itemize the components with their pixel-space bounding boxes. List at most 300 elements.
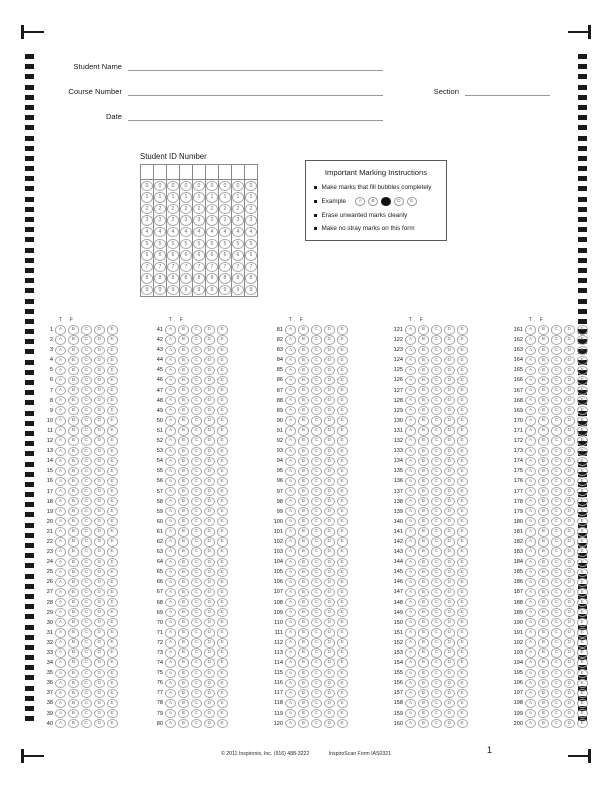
answer-bubble-a[interactable]: A — [285, 578, 296, 587]
answer-bubble-a[interactable]: A — [525, 477, 536, 486]
answer-bubble-a[interactable]: A — [405, 396, 416, 405]
answer-bubble-c[interactable]: C — [551, 628, 562, 637]
answer-bubble-c[interactable]: C — [81, 376, 92, 385]
answer-bubble-b[interactable]: B — [298, 457, 309, 466]
answer-bubble-d[interactable]: D — [324, 477, 335, 486]
answer-bubble-c[interactable]: C — [311, 467, 322, 476]
student-id-bubble[interactable]: 2 — [154, 204, 166, 214]
answer-bubble-b[interactable]: B — [538, 325, 549, 334]
answer-bubble-c[interactable]: C — [551, 608, 562, 617]
student-id-bubble[interactable]: 4 — [206, 227, 218, 237]
student-id-bubble[interactable]: 6 — [167, 250, 179, 260]
answer-bubble-d[interactable]: D — [564, 527, 575, 536]
answer-bubble-a[interactable]: A — [55, 447, 66, 456]
answer-bubble-a[interactable]: A — [525, 467, 536, 476]
answer-bubble-e[interactable]: E — [217, 658, 228, 667]
answer-bubble-d[interactable]: D — [94, 396, 105, 405]
student-id-write-in-cell[interactable] — [154, 165, 166, 180]
answer-bubble-c[interactable]: C — [191, 436, 202, 445]
answer-bubble-e[interactable]: E — [337, 558, 348, 567]
answer-bubble-d[interactable]: D — [324, 558, 335, 567]
answer-bubble-b[interactable]: B — [178, 588, 189, 597]
answer-bubble-d[interactable]: D — [324, 447, 335, 456]
answer-bubble-e[interactable]: E — [107, 719, 118, 728]
answer-bubble-d[interactable]: D — [204, 467, 215, 476]
student-id-bubble[interactable]: 2 — [219, 204, 231, 214]
answer-bubble-c[interactable]: C — [551, 436, 562, 445]
answer-bubble-a[interactable]: A — [165, 507, 176, 516]
student-id-bubble[interactable]: 9 — [232, 285, 244, 295]
answer-bubble-b[interactable]: B — [298, 709, 309, 718]
answer-bubble-e[interactable]: E — [337, 487, 348, 496]
answer-bubble-d[interactable]: D — [94, 426, 105, 435]
answer-bubble-d[interactable]: D — [444, 497, 455, 506]
answer-bubble-d[interactable]: D — [444, 386, 455, 395]
answer-bubble-b[interactable]: B — [298, 426, 309, 435]
answer-bubble-b[interactable]: B — [418, 507, 429, 516]
answer-bubble-e[interactable]: E — [577, 689, 588, 698]
answer-bubble-e[interactable]: E — [457, 578, 468, 587]
answer-bubble-e[interactable]: E — [217, 376, 228, 385]
answer-bubble-e[interactable]: E — [577, 396, 588, 405]
answer-bubble-a[interactable]: A — [405, 598, 416, 607]
answer-bubble-c[interactable]: C — [311, 648, 322, 657]
answer-bubble-b[interactable]: B — [178, 477, 189, 486]
answer-bubble-d[interactable]: D — [94, 487, 105, 496]
answer-bubble-b[interactable]: B — [298, 719, 309, 728]
answer-bubble-b[interactable]: B — [298, 406, 309, 415]
answer-bubble-e[interactable]: E — [577, 699, 588, 708]
answer-bubble-d[interactable]: D — [204, 558, 215, 567]
answer-bubble-e[interactable]: E — [457, 568, 468, 577]
answer-bubble-b[interactable]: B — [418, 648, 429, 657]
student-id-bubble[interactable]: 1 — [232, 192, 244, 202]
answer-bubble-c[interactable]: C — [311, 325, 322, 334]
answer-bubble-a[interactable]: A — [525, 689, 536, 698]
answer-bubble-b[interactable]: B — [538, 578, 549, 587]
answer-bubble-e[interactable]: E — [457, 467, 468, 476]
answer-bubble-b[interactable]: B — [68, 547, 79, 556]
answer-bubble-b[interactable]: B — [538, 457, 549, 466]
answer-bubble-b[interactable]: B — [178, 346, 189, 355]
answer-bubble-e[interactable]: E — [107, 436, 118, 445]
answer-bubble-e[interactable]: E — [457, 507, 468, 516]
answer-bubble-b[interactable]: B — [418, 386, 429, 395]
answer-bubble-e[interactable]: E — [337, 679, 348, 688]
student-id-bubble[interactable]: 1 — [180, 192, 192, 202]
answer-bubble-a[interactable]: A — [525, 487, 536, 496]
student-id-bubble[interactable]: 5 — [167, 239, 179, 249]
answer-bubble-c[interactable]: C — [551, 477, 562, 486]
answer-bubble-c[interactable]: C — [81, 406, 92, 415]
answer-bubble-e[interactable]: E — [457, 618, 468, 627]
answer-bubble-b[interactable]: B — [178, 497, 189, 506]
answer-bubble-b[interactable]: B — [538, 588, 549, 597]
answer-bubble-d[interactable]: D — [324, 547, 335, 556]
student-id-bubble[interactable]: 4 — [167, 227, 179, 237]
answer-bubble-c[interactable]: C — [431, 578, 442, 587]
answer-bubble-d[interactable]: D — [324, 376, 335, 385]
answer-bubble-b[interactable]: B — [538, 406, 549, 415]
student-id-bubble[interactable]: 3 — [167, 215, 179, 225]
answer-bubble-d[interactable]: D — [444, 467, 455, 476]
answer-bubble-e[interactable]: E — [457, 436, 468, 445]
answer-bubble-e[interactable]: E — [337, 497, 348, 506]
answer-bubble-c[interactable]: C — [551, 457, 562, 466]
answer-bubble-d[interactable]: D — [324, 426, 335, 435]
answer-bubble-c[interactable]: C — [191, 618, 202, 627]
answer-bubble-d[interactable]: D — [94, 447, 105, 456]
answer-bubble-e[interactable]: E — [457, 699, 468, 708]
answer-bubble-a[interactable]: A — [165, 618, 176, 627]
answer-bubble-b[interactable]: B — [68, 447, 79, 456]
answer-bubble-c[interactable]: C — [311, 709, 322, 718]
student-name-input[interactable] — [128, 60, 383, 71]
answer-bubble-c[interactable]: C — [431, 396, 442, 405]
answer-bubble-d[interactable]: D — [564, 578, 575, 587]
answer-bubble-e[interactable]: E — [457, 396, 468, 405]
answer-bubble-c[interactable]: C — [431, 426, 442, 435]
answer-bubble-e[interactable]: E — [107, 618, 118, 627]
answer-bubble-e[interactable]: E — [577, 719, 588, 728]
answer-bubble-a[interactable]: A — [165, 709, 176, 718]
answer-bubble-a[interactable]: A — [405, 578, 416, 587]
answer-bubble-e[interactable]: E — [217, 679, 228, 688]
answer-bubble-a[interactable]: A — [165, 648, 176, 657]
answer-bubble-a[interactable]: A — [165, 547, 176, 556]
answer-bubble-e[interactable]: E — [337, 648, 348, 657]
answer-bubble-a[interactable]: A — [55, 527, 66, 536]
answer-bubble-d[interactable]: D — [324, 497, 335, 506]
student-id-bubble[interactable]: 2 — [167, 204, 179, 214]
student-id-bubble[interactable]: 7 — [219, 262, 231, 272]
answer-bubble-d[interactable]: D — [564, 406, 575, 415]
student-id-bubble[interactable]: 5 — [206, 239, 218, 249]
answer-bubble-d[interactable]: D — [564, 709, 575, 718]
answer-bubble-d[interactable]: D — [564, 669, 575, 678]
answer-bubble-c[interactable]: C — [81, 658, 92, 667]
answer-bubble-c[interactable]: C — [191, 638, 202, 647]
answer-bubble-b[interactable]: B — [68, 406, 79, 415]
answer-bubble-b[interactable]: B — [418, 719, 429, 728]
answer-bubble-d[interactable]: D — [444, 648, 455, 657]
answer-bubble-e[interactable]: E — [107, 416, 118, 425]
student-id-grid[interactable] — [140, 164, 258, 297]
answer-bubble-d[interactable]: D — [204, 598, 215, 607]
answer-bubble-a[interactable]: A — [165, 497, 176, 506]
answer-bubble-b[interactable]: B — [68, 527, 79, 536]
answer-bubble-c[interactable]: C — [81, 457, 92, 466]
answer-bubble-b[interactable]: B — [298, 376, 309, 385]
answer-bubble-c[interactable]: C — [311, 578, 322, 587]
answer-bubble-e[interactable]: E — [457, 709, 468, 718]
answer-bubble-c[interactable]: C — [81, 366, 92, 375]
answer-bubble-e[interactable]: E — [457, 325, 468, 334]
answer-bubble-e[interactable]: E — [577, 679, 588, 688]
answer-bubble-d[interactable]: D — [444, 689, 455, 698]
answer-bubble-d[interactable]: D — [204, 507, 215, 516]
answer-bubble-d[interactable]: D — [564, 477, 575, 486]
answer-bubble-a[interactable]: A — [55, 537, 66, 546]
answer-bubble-d[interactable]: D — [564, 547, 575, 556]
answer-bubble-d[interactable]: D — [564, 487, 575, 496]
answer-bubble-a[interactable]: A — [405, 658, 416, 667]
answer-bubble-c[interactable]: C — [551, 699, 562, 708]
student-id-bubble[interactable]: 7 — [154, 262, 166, 272]
answer-bubble-b[interactable]: B — [538, 426, 549, 435]
answer-bubble-b[interactable]: B — [178, 467, 189, 476]
answer-bubble-e[interactable]: E — [577, 618, 588, 627]
answer-bubble-b[interactable]: B — [68, 628, 79, 637]
answer-bubble-b[interactable]: B — [298, 658, 309, 667]
answer-bubble-e[interactable]: E — [457, 608, 468, 617]
answer-bubble-a[interactable]: A — [165, 376, 176, 385]
answer-bubble-c[interactable]: C — [311, 618, 322, 627]
answer-bubble-c[interactable]: C — [431, 406, 442, 415]
answer-bubble-c[interactable]: C — [431, 527, 442, 536]
answer-bubble-d[interactable]: D — [564, 376, 575, 385]
answer-bubble-e[interactable]: E — [217, 638, 228, 647]
answer-bubble-b[interactable]: B — [298, 648, 309, 657]
answer-bubble-c[interactable]: C — [191, 547, 202, 556]
answer-bubble-d[interactable]: D — [564, 356, 575, 365]
answer-bubble-e[interactable]: E — [217, 356, 228, 365]
answer-bubble-e[interactable]: E — [337, 416, 348, 425]
answer-bubble-e[interactable]: E — [457, 477, 468, 486]
answer-bubble-b[interactable]: B — [178, 558, 189, 567]
answer-bubble-b[interactable]: B — [178, 618, 189, 627]
answer-bubble-d[interactable]: D — [94, 436, 105, 445]
answer-bubble-e[interactable]: E — [217, 447, 228, 456]
answer-bubble-e[interactable]: E — [577, 406, 588, 415]
student-id-bubble[interactable]: 1 — [219, 192, 231, 202]
student-id-bubble[interactable]: 6 — [180, 250, 192, 260]
answer-bubble-c[interactable]: C — [311, 457, 322, 466]
student-id-bubble[interactable]: 0 — [245, 181, 257, 191]
answer-bubble-e[interactable]: E — [457, 356, 468, 365]
student-id-bubble[interactable]: 8 — [141, 273, 153, 283]
answer-bubble-a[interactable]: A — [405, 376, 416, 385]
answer-bubble-e[interactable]: E — [577, 608, 588, 617]
answer-bubble-d[interactable]: D — [94, 558, 105, 567]
answer-bubble-d[interactable]: D — [204, 719, 215, 728]
answer-bubble-c[interactable]: C — [81, 537, 92, 546]
answer-bubble-d[interactable]: D — [324, 436, 335, 445]
answer-bubble-a[interactable]: A — [285, 588, 296, 597]
answer-bubble-b[interactable]: B — [178, 416, 189, 425]
answer-bubble-d[interactable]: D — [564, 719, 575, 728]
answer-bubble-a[interactable]: A — [525, 608, 536, 617]
answer-bubble-b[interactable]: B — [538, 638, 549, 647]
answer-bubble-e[interactable]: E — [217, 487, 228, 496]
answer-bubble-b[interactable]: B — [178, 568, 189, 577]
answer-bubble-e[interactable]: E — [107, 658, 118, 667]
answer-bubble-e[interactable]: E — [217, 588, 228, 597]
answer-bubble-d[interactable]: D — [204, 699, 215, 708]
answer-bubble-b[interactable]: B — [298, 356, 309, 365]
answer-bubble-b[interactable]: B — [68, 709, 79, 718]
answer-bubble-b[interactable]: B — [418, 628, 429, 637]
answer-bubble-e[interactable]: E — [457, 426, 468, 435]
answer-bubble-c[interactable]: C — [311, 447, 322, 456]
answer-bubble-e[interactable]: E — [217, 396, 228, 405]
answer-bubble-d[interactable]: D — [324, 608, 335, 617]
answer-bubble-c[interactable]: C — [311, 568, 322, 577]
answer-bubble-c[interactable]: C — [551, 507, 562, 516]
answer-bubble-a[interactable]: A — [525, 578, 536, 587]
answer-bubble-e[interactable]: E — [577, 507, 588, 516]
answer-bubble-d[interactable]: D — [94, 699, 105, 708]
answer-bubble-e[interactable]: E — [457, 558, 468, 567]
answer-bubble-a[interactable]: A — [285, 487, 296, 496]
answer-bubble-b[interactable]: B — [538, 376, 549, 385]
answer-bubble-e[interactable]: E — [107, 487, 118, 496]
answer-bubble-c[interactable]: C — [81, 578, 92, 587]
answer-bubble-d[interactable]: D — [94, 366, 105, 375]
answer-bubble-c[interactable]: C — [551, 568, 562, 577]
student-id-bubble[interactable]: 4 — [141, 227, 153, 237]
answer-bubble-e[interactable]: E — [217, 426, 228, 435]
answer-bubble-b[interactable]: B — [298, 527, 309, 536]
answer-bubble-d[interactable]: D — [564, 325, 575, 334]
answer-bubble-d[interactable]: D — [564, 618, 575, 627]
answer-bubble-c[interactable]: C — [431, 416, 442, 425]
answer-bubble-d[interactable]: D — [564, 507, 575, 516]
answer-bubble-e[interactable]: E — [217, 608, 228, 617]
answer-bubble-b[interactable]: B — [418, 447, 429, 456]
answer-bubble-e[interactable]: E — [217, 467, 228, 476]
answer-bubble-b[interactable]: B — [178, 325, 189, 334]
student-id-bubble[interactable]: 0 — [219, 181, 231, 191]
answer-bubble-a[interactable]: A — [165, 335, 176, 344]
answer-bubble-d[interactable]: D — [444, 679, 455, 688]
answer-bubble-a[interactable]: A — [525, 366, 536, 375]
answer-bubble-c[interactable]: C — [311, 346, 322, 355]
answer-bubble-a[interactable]: A — [55, 638, 66, 647]
answer-bubble-c[interactable]: C — [81, 447, 92, 456]
answer-bubble-c[interactable]: C — [551, 356, 562, 365]
answer-bubble-b[interactable]: B — [178, 436, 189, 445]
answer-bubble-a[interactable]: A — [165, 325, 176, 334]
answer-bubble-c[interactable]: C — [551, 537, 562, 546]
answer-bubble-e[interactable]: E — [107, 598, 118, 607]
answer-bubble-c[interactable]: C — [551, 648, 562, 657]
answer-bubble-e[interactable]: E — [107, 335, 118, 344]
answer-bubble-a[interactable]: A — [405, 709, 416, 718]
student-id-bubble[interactable]: 7 — [193, 262, 205, 272]
answer-bubble-a[interactable]: A — [165, 467, 176, 476]
answer-bubble-e[interactable]: E — [107, 447, 118, 456]
answer-bubble-c[interactable]: C — [311, 719, 322, 728]
answer-bubble-b[interactable]: B — [538, 477, 549, 486]
student-id-bubble[interactable]: 3 — [193, 215, 205, 225]
answer-bubble-a[interactable]: A — [525, 447, 536, 456]
answer-bubble-c[interactable]: C — [191, 699, 202, 708]
answer-bubble-c[interactable]: C — [551, 396, 562, 405]
answer-bubble-c[interactable]: C — [191, 376, 202, 385]
answer-bubble-a[interactable]: A — [405, 366, 416, 375]
answer-bubble-b[interactable]: B — [418, 558, 429, 567]
answer-bubble-d[interactable]: D — [444, 558, 455, 567]
answer-bubble-c[interactable]: C — [431, 598, 442, 607]
answer-bubble-d[interactable]: D — [94, 346, 105, 355]
student-id-bubble[interactable]: 4 — [180, 227, 192, 237]
answer-bubble-d[interactable]: D — [444, 447, 455, 456]
answer-bubble-c[interactable]: C — [191, 457, 202, 466]
answer-bubble-d[interactable]: D — [94, 568, 105, 577]
answer-bubble-c[interactable]: C — [311, 608, 322, 617]
answer-bubble-e[interactable]: E — [107, 689, 118, 698]
answer-bubble-b[interactable]: B — [68, 497, 79, 506]
answer-bubble-a[interactable]: A — [525, 638, 536, 647]
answer-bubble-b[interactable]: B — [538, 598, 549, 607]
answer-bubble-d[interactable]: D — [444, 406, 455, 415]
answer-bubble-c[interactable]: C — [311, 527, 322, 536]
student-id-bubble[interactable]: 4 — [154, 227, 166, 237]
answer-bubble-c[interactable]: C — [431, 547, 442, 556]
answer-bubble-e[interactable]: E — [217, 568, 228, 577]
answer-bubble-d[interactable]: D — [324, 588, 335, 597]
student-id-bubble[interactable]: 4 — [193, 227, 205, 237]
answer-bubble-d[interactable]: D — [94, 497, 105, 506]
student-id-bubble[interactable]: 5 — [141, 239, 153, 249]
answer-bubble-b[interactable]: B — [178, 648, 189, 657]
answer-bubble-b[interactable]: B — [68, 416, 79, 425]
answer-bubble-b[interactable]: B — [418, 396, 429, 405]
answer-bubble-b[interactable]: B — [178, 689, 189, 698]
student-id-bubble[interactable]: 6 — [141, 250, 153, 260]
student-id-bubble[interactable]: 0 — [141, 181, 153, 191]
answer-bubble-a[interactable]: A — [55, 335, 66, 344]
answer-bubble-e[interactable]: E — [337, 689, 348, 698]
student-id-bubble[interactable]: 2 — [232, 204, 244, 214]
answer-bubble-d[interactable]: D — [324, 527, 335, 536]
answer-bubble-e[interactable]: E — [107, 346, 118, 355]
answer-bubble-a[interactable]: A — [285, 416, 296, 425]
answer-bubble-a[interactable]: A — [285, 517, 296, 526]
answer-bubble-b[interactable]: B — [68, 689, 79, 698]
answer-bubble-b[interactable]: B — [418, 588, 429, 597]
answer-bubble-e[interactable]: E — [337, 376, 348, 385]
answer-bubble-d[interactable]: D — [94, 658, 105, 667]
answer-bubble-d[interactable]: D — [444, 477, 455, 486]
answer-bubble-b[interactable]: B — [68, 658, 79, 667]
answer-bubble-b[interactable]: B — [538, 507, 549, 516]
answer-bubble-e[interactable]: E — [577, 325, 588, 334]
answer-bubble-d[interactable]: D — [204, 588, 215, 597]
answer-bubble-b[interactable]: B — [418, 669, 429, 678]
answer-bubble-b[interactable]: B — [538, 679, 549, 688]
answer-bubble-c[interactable]: C — [81, 416, 92, 425]
answer-bubble-a[interactable]: A — [55, 679, 66, 688]
answer-bubble-b[interactable]: B — [68, 719, 79, 728]
answer-bubble-c[interactable]: C — [191, 669, 202, 678]
answer-bubble-a[interactable]: A — [525, 648, 536, 657]
student-id-bubble[interactable]: 3 — [154, 215, 166, 225]
student-id-bubble[interactable]: 9 — [154, 285, 166, 295]
answer-bubble-b[interactable]: B — [68, 517, 79, 526]
answer-bubble-b[interactable]: B — [418, 578, 429, 587]
answer-bubble-b[interactable]: B — [418, 547, 429, 556]
answer-bubble-d[interactable]: D — [444, 709, 455, 718]
answer-bubble-b[interactable]: B — [298, 396, 309, 405]
answer-bubble-c[interactable]: C — [191, 709, 202, 718]
answer-bubble-c[interactable]: C — [311, 598, 322, 607]
answer-bubble-b[interactable]: B — [68, 598, 79, 607]
answer-bubble-d[interactable]: D — [94, 588, 105, 597]
answer-bubble-c[interactable]: C — [311, 658, 322, 667]
answer-bubble-e[interactable]: E — [457, 366, 468, 375]
